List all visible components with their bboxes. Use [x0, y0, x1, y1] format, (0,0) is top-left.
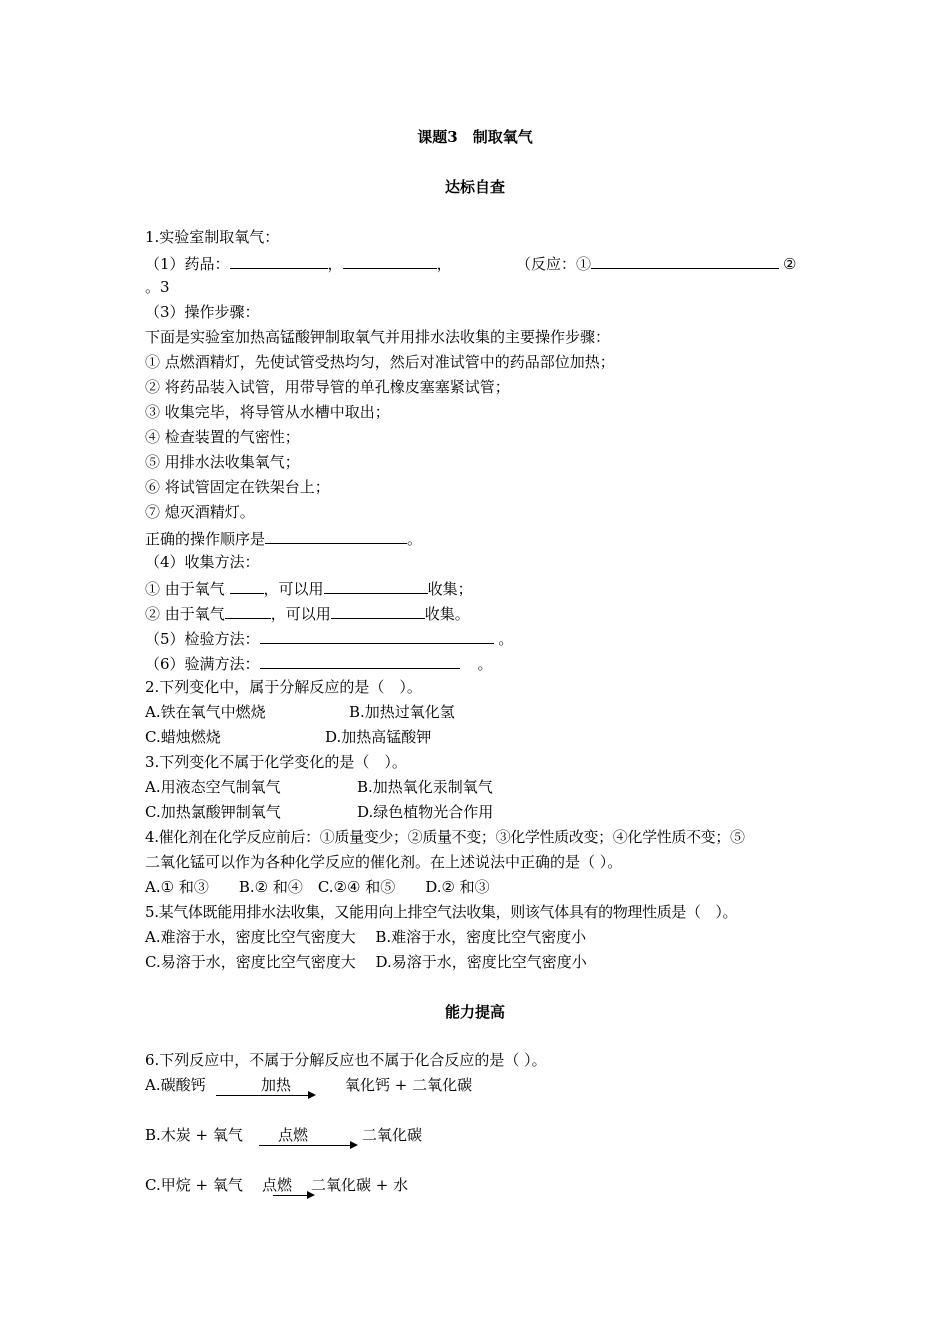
q3-option-b: B.加热氧化汞制氧气 — [357, 778, 493, 796]
q1-collect-2-end: 收集。 — [424, 605, 470, 623]
q1-reaction-label: （反应：① — [516, 255, 592, 273]
answer-blank — [260, 652, 460, 669]
q1-step: ⑤ 用排水法收集氧气； — [145, 453, 300, 471]
q6-option-b-condition: 点燃 — [278, 1126, 309, 1144]
period: 。 — [407, 530, 423, 548]
q2-option-b: B.加热过氧化氢 — [349, 703, 455, 721]
answer-blank — [324, 577, 428, 594]
reaction-arrow-icon — [216, 1095, 314, 1096]
q1-collect-line-2 — [145, 602, 470, 624]
q2-option-d: D.加热高锰酸钾 — [325, 728, 432, 746]
q1-test-line — [145, 627, 513, 649]
q1-stem: 1.实验室制取氧气： — [145, 228, 280, 246]
q1-line-continuation: 。3 — [145, 278, 170, 296]
q1-collect-1-label: ① 由于氧气 — [145, 580, 230, 598]
q2-option-c: C.蜡烛燃烧 — [145, 728, 221, 746]
section-heading-ability: 能力提高 — [444, 1003, 505, 1021]
q1-step: ⑥ 将试管固定在铁架台上； — [145, 478, 330, 496]
q6-option-b-right: 二氧化碳 — [362, 1126, 423, 1144]
q4-stem-line-2: 二氧化锰可以作为各种化学反应的催化剂。在上述说法中正确的是（ ）。 — [145, 853, 623, 871]
comma: ， — [436, 255, 452, 273]
q1-collect-line-1 — [145, 577, 473, 599]
q3-stem: 3.下列变化不属于化学变化的是（ ）。 — [145, 753, 407, 771]
q5-stem: 5.某气体既能用排水法收集，又能用向上排空气法收集，则该气体具有的物理性质是（ ）。 — [145, 903, 738, 921]
q5-options-ab: A.难溶于水，密度比空气密度大 B.难溶于水，密度比空气密度小 — [145, 928, 587, 946]
q1-step: ④ 检查装置的气密性； — [145, 428, 300, 446]
q3-option-a: A.用液态空气制氧气 — [145, 778, 281, 796]
q1-step: ② 将药品装入试管，用带导管的单孔橡皮塞塞紧试管； — [145, 378, 510, 396]
q1-full-line — [145, 652, 493, 674]
q6-stem: 6.下列反应中，不属于分解反应也不属于化合反应的是（ ）。 — [145, 1051, 547, 1069]
q1-collect-2-label: ② 由于氧气 — [145, 605, 225, 623]
q2-stem: 2.下列变化中，属于分解反应的是（ ）。 — [145, 678, 422, 696]
q1-reaction-line — [516, 252, 796, 274]
period: 。 — [493, 630, 514, 648]
q2-option-a: A.铁在氧气中燃烧 — [145, 703, 266, 721]
q5-options-cd: C.易溶于水，密度比空气密度大 D.易溶于水，密度比空气密度小 — [145, 953, 587, 971]
answer-blank — [225, 602, 271, 619]
q1-reagents-line — [145, 252, 452, 274]
q6-option-b-left: B.木炭 + 氧气 — [145, 1126, 243, 1144]
q1-steps-heading: （3）操作步骤： — [145, 303, 260, 321]
q6-option-c-right: 二氧化碳 + 水 — [311, 1176, 409, 1194]
period: 。 — [477, 655, 493, 673]
q3-option-c: C.加热氯酸钾制氧气 — [145, 803, 281, 821]
q1-reaction-2: ② — [783, 255, 797, 273]
comma: ， — [327, 255, 343, 273]
q1-full-label: （6）验满方法： — [145, 655, 260, 673]
reaction-arrow-icon — [259, 1145, 356, 1146]
q1-collect-1-end: 收集； — [427, 580, 473, 598]
q1-collect-heading: （4）收集方法： — [145, 553, 260, 571]
q1-order-line — [145, 527, 422, 549]
q4-options: A.① 和③ B.② 和④ C.②④ 和⑤ D.② 和③ — [145, 878, 490, 896]
q4-stem-line-1: 4.催化剂在化学反应前后：①质量变少；②质量不变；③化学性质改变；④化学性质不变；⑤ — [145, 828, 745, 846]
q3-option-d: D.绿色植物光合作用 — [357, 803, 494, 821]
answer-blank — [230, 577, 264, 594]
answer-blank — [331, 602, 425, 619]
answer-blank — [260, 627, 494, 644]
q6-option-c-condition: 点燃 — [262, 1176, 293, 1194]
q6-option-a-right: 氧化钙 + 二氧化碳 — [345, 1076, 473, 1094]
answer-blank — [230, 252, 328, 269]
q1-step: ③ 收集完毕，将导管从水槽中取出； — [145, 403, 390, 421]
q1-order-label: 正确的操作顺序是 — [145, 530, 266, 548]
q1-test-label: （5）检验方法： — [145, 630, 260, 648]
answer-blank — [591, 252, 779, 269]
q1-reagents-label: （1）药品： — [145, 255, 230, 273]
section-heading-self-check: 达标自查 — [444, 178, 505, 196]
q6-option-a-condition: 加热 — [261, 1076, 292, 1094]
answer-blank — [343, 252, 437, 269]
reaction-arrow-icon — [273, 1195, 313, 1196]
q1-collect-2-mid: ，可以用 — [270, 605, 331, 623]
answer-blank — [265, 527, 407, 544]
q6-option-c-left: C.甲烷 + 氧气 — [145, 1176, 243, 1194]
q1-steps-intro: 下面是实验室加热高锰酸钾制取氧气并用排水法收集的主要操作步骤： — [145, 328, 611, 346]
q1-step: ⑦ 熄灭酒精灯。 — [145, 503, 255, 521]
q6-option-a-left: A.碳酸钙 — [145, 1076, 206, 1094]
page-title: 课题3 制取氧气 — [417, 128, 533, 146]
q1-step: ① 点燃酒精灯，先使试管受热均匀，然后对准试管中的药品部位加热； — [145, 353, 615, 371]
q1-collect-1-mid: ，可以用 — [263, 580, 324, 598]
